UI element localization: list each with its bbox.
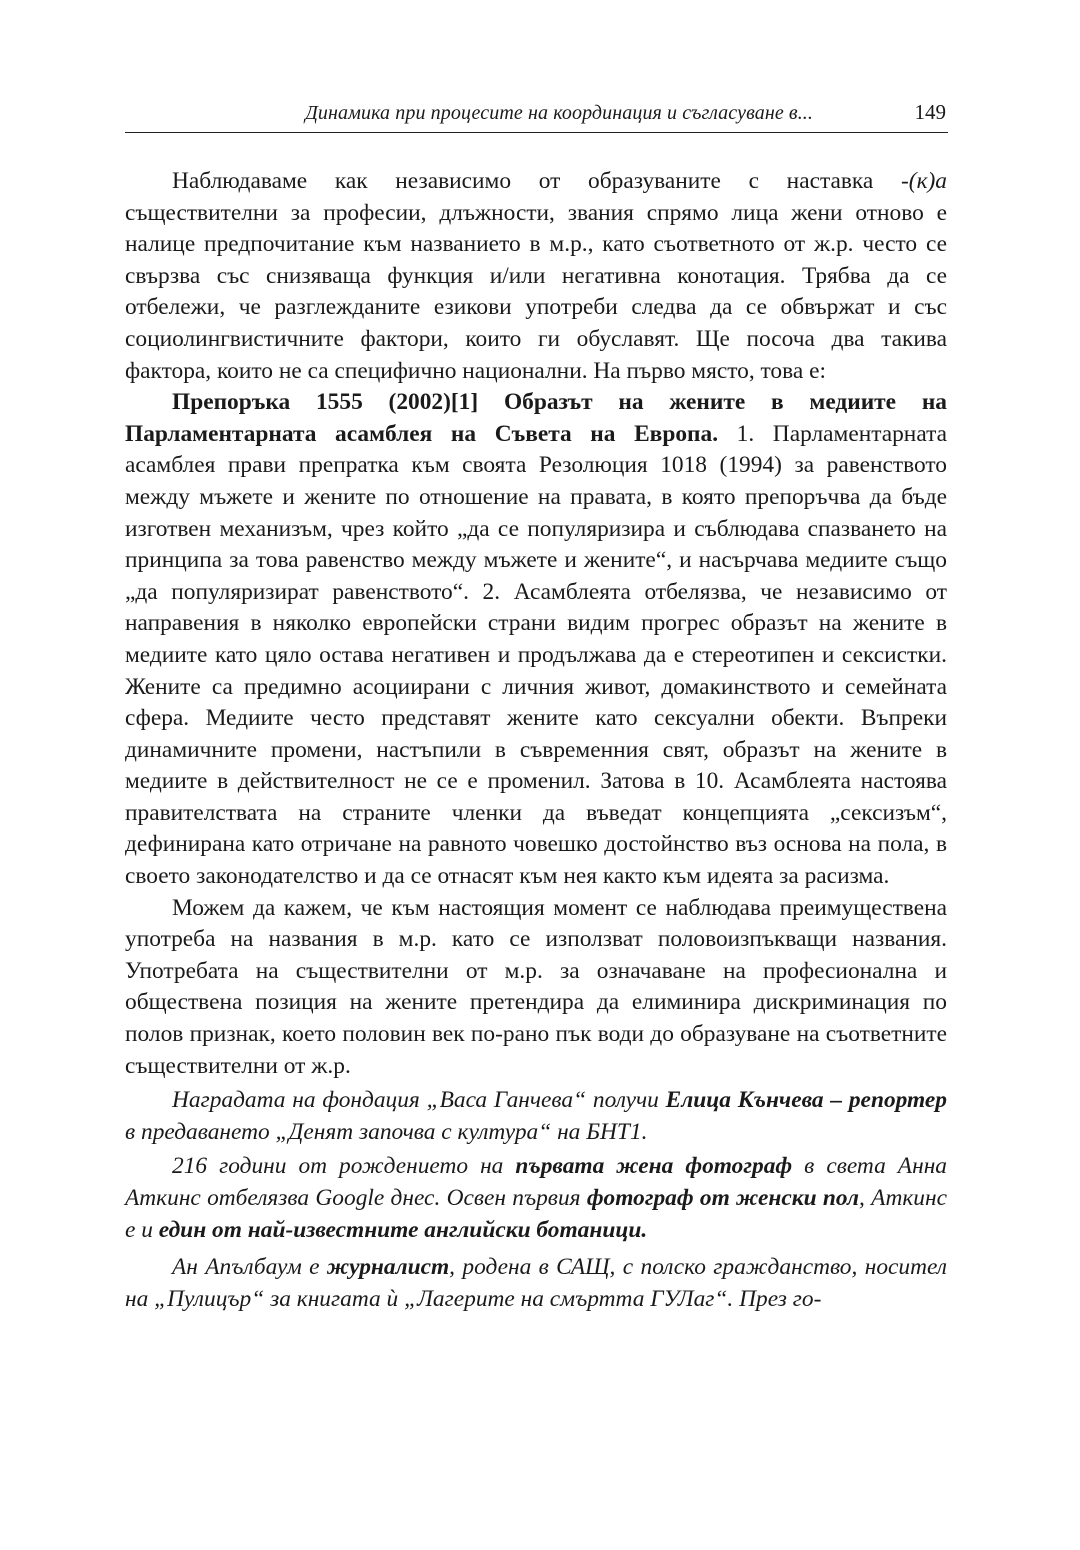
example-journalist-bold: журналист [326,1254,450,1281]
example-photo-bold3: един от най-известните английски ботаници. [158,1216,648,1243]
example-award-bold: Елица Кънчева – репортер [665,1087,947,1114]
body-text [125,166,947,1315]
suffix-term: -(к)а [900,168,947,194]
paragraph-recommendation [125,387,947,893]
paragraph-intro [125,166,947,387]
example-photographer [125,1151,947,1246]
example-photo-c: , Аткинс е и [125,1185,947,1243]
recommendation-title: Препоръка 1555 (2002)[1] Образът на жените в медиите на Парламентарната асамблея на Съвета на Европа. [125,389,947,447]
running-header [125,100,948,133]
example-award [125,1085,947,1148]
intro-text-a: Наблюдаваме как независимо от образуваните с наставка [172,168,901,194]
example-photo-b: в света Анна Аткинс отбелязва Google днес. Освен първия [125,1153,947,1211]
page-number: 149 [914,100,946,124]
recommendation-text: 1. Парламентарната асамблея прави препратка към своята Резолюция 1018 (1994) за равенството между мъжете и жените по отношение на правата, в която препоръчва да бъде изготвен механизъм, чрез който „да се популяризира и съблюдава спазването на принципа за това равенство между мъжете и жените“, и насърчава медиите също „да популяризират равенството“. 2. Асамблеята отбелязва, че независимо от направения в няколко европейски страни видим прогрес образът на жените в медиите като цяло остава негативен и продължава да е стереотипен и сексистки. Жените са предимно асоциирани с личния живот, домакинството и семейната сфера. Медиите често представят жените като сексуални обекти. Въпреки динамичните промени, настъпили в съвременния свят, образът на жените в медиите в действителност не се е променил. Затова в 10. Асамблеята настоява правителствата на страните членки да въведат концепцията „сексизъм“, дефинирана като отричане на равното човешко достойнство въз основа на пола, в своето законодателство и да се отнасят към нея както към идеята за расизма. [125,420,947,890]
example-photo-bold1: първата жена фотограф [515,1153,793,1180]
example-photo-a: 216 години от рождението на [172,1153,516,1180]
example-award-b: в предаването „Денят започва с култура“ на БНТ1. [125,1118,648,1145]
intro-text-b: съществителни за професии, длъжности, звания спрямо лица жени отново е налице предпочитание към названието в м.р., като съответното от ж.р. често се свързва със снизяваща функция и/или негативна конотация. Трябва да се отбележи, че разглежданите езикови употреби следва да се обвържат и със социолингвистичните фактори, които ги обуславят. Ще посоча два такива фактора, които не са специфично национални. На първо място, това е: [125,199,947,384]
example-journalist [125,1252,947,1315]
example-journalist-b: , родена в САЩ, с полско гражданство, носител на „Пулицър“ за книгата ѝ „Лагерите на смъртта ГУЛаг“. През го- [125,1254,947,1312]
example-journalist-a: Ан Апълбаум е [172,1254,327,1281]
example-photo-bold2: фотограф от женски пол [586,1185,860,1211]
example-award-a: Наградата на фондация „Васа Ганчева“ получи [172,1087,666,1114]
paragraph-conclusion [125,893,947,1083]
conclusion-text: Можем да кажем, че към настоящия момент се наблюдава преимуществена употреба на названия в м.р. като се използват половоизпъкващи названия. Употребата на съществителни от м.р. за означаване на професионална и обществена позиция на жените претендира да елиминира дискриминация по полов признак, което половин век по-рано пък води до образуване на съответните съществителни от ж.р. [125,894,947,1079]
running-title: Динамика при процесите на координация и съгласуване в... [305,102,813,124]
